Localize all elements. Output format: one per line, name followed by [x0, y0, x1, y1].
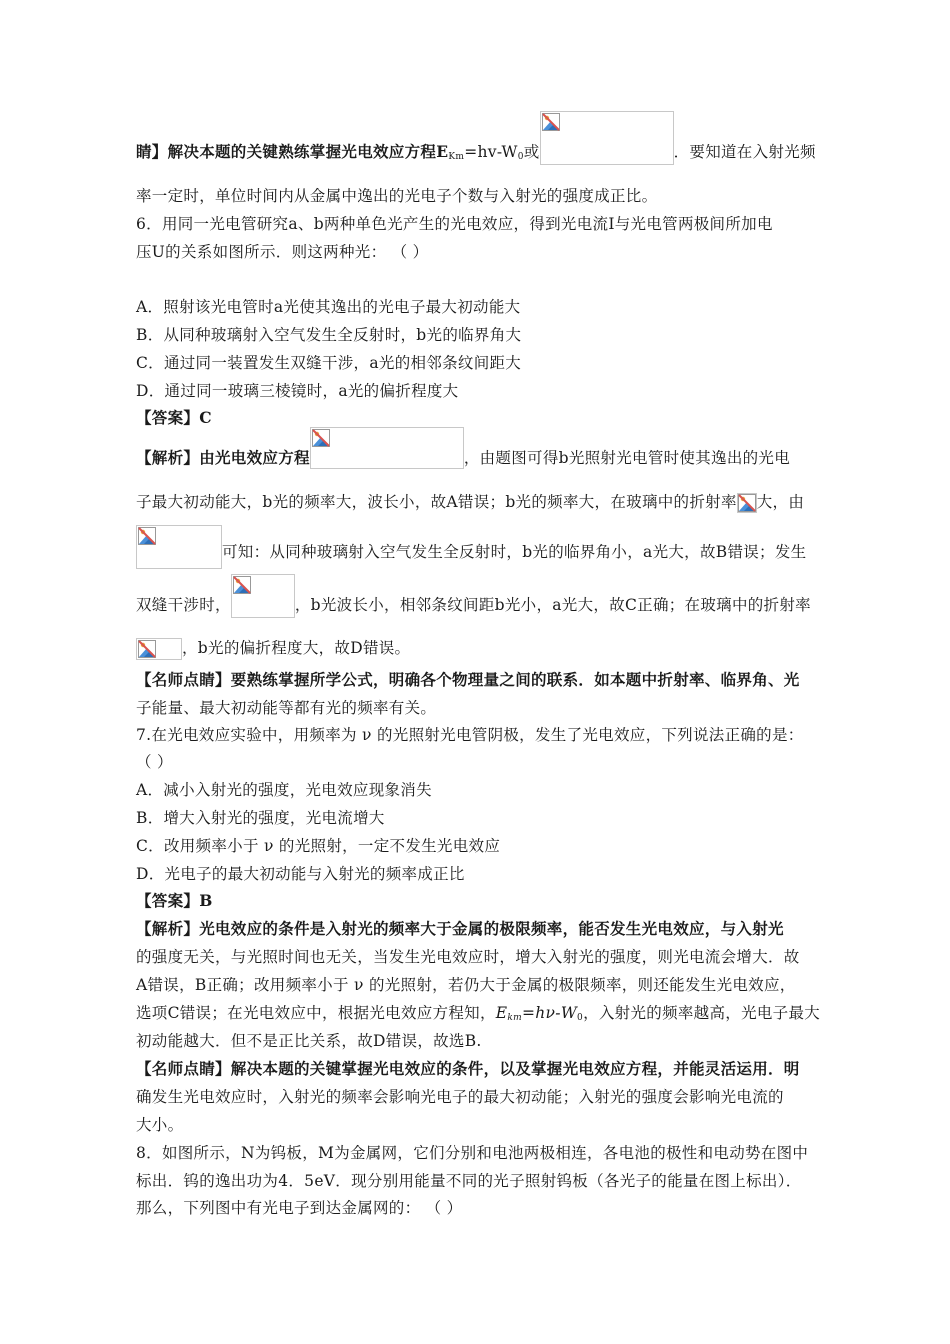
option-c: C．改用频率小于 ν 的光照射，一定不发生光电效应 — [136, 837, 501, 855]
broken-image-icon — [233, 576, 251, 594]
explanation-7: A错误，B正确；改用频率小于 ν 的光照射，若仍大于金属的极限频率，则还能发生光电效应， — [136, 976, 796, 994]
explanation-7: 【解析】光电效应的条件是入射光的频率大于金属的极限频率，能否发生光电效应，与入射光 — [136, 919, 784, 938]
option-a: A．减小入射光的强度，光电效应现象消失 — [136, 781, 432, 799]
question-7-stem: （ ） — [136, 753, 173, 771]
broken-image-icon — [138, 527, 156, 545]
tip-6: 子能量、最大初动能等都有光的频率有关。 — [136, 699, 437, 717]
formula-image — [136, 638, 182, 660]
answer-6: 【答案】C — [136, 408, 212, 427]
question-6-stem: 压U的关系如图所示．则这两种光： （ ） — [136, 243, 429, 261]
broken-image-icon — [542, 113, 560, 131]
formula-image — [310, 427, 464, 469]
option-a: A．照射该光电管时a光使其逸出的光电子最大初动能大 — [136, 298, 521, 316]
option-b: B．增大入射光的强度，光电流增大 — [136, 809, 385, 827]
broken-image-icon — [312, 429, 330, 447]
formula-image — [540, 111, 674, 165]
option-d: D．光电子的最大初动能与入射光的频率成正比 — [136, 865, 465, 883]
explanation-6: 【解析】由光电效应方程 ，由题图可得b光照射光电管时使其逸出的光电 — [136, 448, 826, 469]
explanation-7: 选项C错误；在光电效应中，根据光电效应方程知，$E_{km}=h\nu-W_0$，入射光的频率越高，光电子最大 — [136, 1004, 821, 1023]
tip-7: 确发生光电效应时，入射光的频率会影响光电子的最大初动能；入射光的强度会影响光电流的 — [136, 1088, 784, 1106]
text-line: 睛】解决本题的关键熟练掌握光电效应方程$E_{Km}=hv-W_0$或 ．要知道在入射光频 — [136, 141, 826, 167]
question-8-stem: 8．如图所示，N为钨板，M为金属网，它们分别和电池两极相连，各电池的极性和电动势在图中 — [136, 1144, 809, 1162]
text-line: 率一定时，单位时间内从金属中逸出的光电子个数与入射光的强度成正比。 — [136, 187, 658, 205]
option-d: D．通过同一玻璃三棱镜时，a光的偏折程度大 — [136, 382, 459, 400]
question-8-stem: 那么，下列图中有光电子到达金属网的： （ ） — [136, 1199, 463, 1217]
broken-image-icon — [738, 494, 756, 512]
explanation-7: 的强度无关，与光照时间也无关，当发生光电效应时，增大入射光的强度，则光电流会增大．故 — [136, 948, 800, 966]
explanation-6: ，b光的偏折程度大，故D错误。 — [136, 638, 826, 660]
explanation-6: 子最大初动能大，b光的频率大，波长小，故A错误；b光的频率大，在玻璃中的折射率 大，由 — [136, 493, 805, 511]
question-6-stem: 6．用同一光电管研究a、b两种单色光产生的光电效应，得到光电流I与光电管两极间所加电 — [136, 215, 773, 233]
option-c: C．通过同一装置发生双缝干涉，a光的相邻条纹间距大 — [136, 354, 522, 372]
question-8-stem: 标出．钨的逸出功为4．5eV．现分别用能量不同的光子照射钨板（各光子的能量在图上标出）． — [136, 1172, 802, 1190]
tip-6: 【名师点睛】要熟练掌握所学公式，明确各个物理量之间的联系．如本题中折射率、临界角、光 — [136, 670, 800, 689]
option-b: B．从同种玻璃射入空气发生全反射时，b光的临界角大 — [136, 326, 522, 344]
formula-image — [136, 525, 222, 569]
explanation-6: 双缝干涉时， ，b光波长小，相邻条纹间距b光小，a光大，故C正确；在玻璃中的折射率 — [136, 594, 826, 618]
formula-image — [737, 493, 757, 513]
question-7-stem: 7.在光电效应实验中，用频率为 ν 的光照射光电管阴极，发生了光电效应，下列说法正确的是： — [136, 726, 804, 744]
broken-image-icon — [138, 640, 156, 658]
explanation-6: 可知：从同种玻璃射入空气发生全反射时，b光的临界角小，a光大，故B错误；发生 — [136, 537, 826, 569]
answer-7: 【答案】B — [136, 891, 213, 910]
formula-image — [231, 574, 295, 618]
tip-7: 大小。 — [136, 1116, 184, 1134]
explanation-7: 初动能越大．但不是正比关系，故D错误，故选B. — [136, 1032, 482, 1050]
tip-7: 【名师点睛】解决本题的关键掌握光电效应的条件，以及掌握光电效应方程，并能灵活运用．明 — [136, 1059, 800, 1078]
